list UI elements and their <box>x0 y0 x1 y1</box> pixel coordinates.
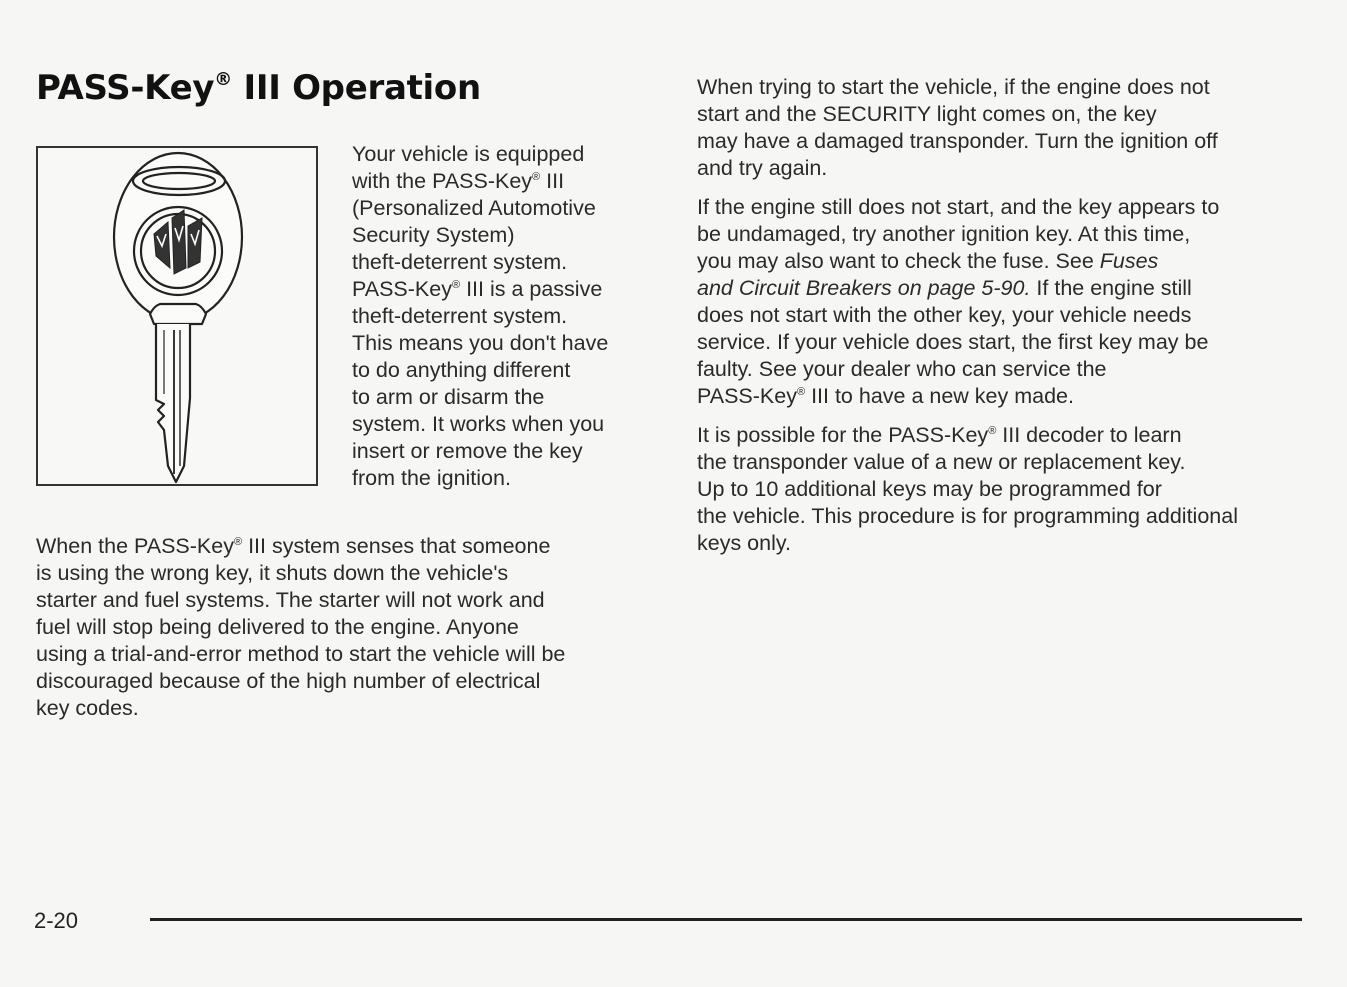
text-line: III system senses that someone <box>242 534 551 558</box>
text-line: using a trial-and-error method to start the vehicle will be <box>36 642 566 666</box>
text-line: be undamaged, try another ignition key. At this time, <box>697 222 1191 246</box>
engine-still-not-start-paragraph <box>697 194 1307 410</box>
footer-rule <box>150 918 1302 921</box>
text-line: start and the SECURITY light comes on, the key <box>697 102 1157 126</box>
program-keys-paragraph <box>697 422 1307 557</box>
text-line: PASS-Key <box>352 277 452 301</box>
page-number: 2-20 <box>34 908 79 933</box>
text-line: III is a passive <box>460 277 603 301</box>
registered-mark: ® <box>988 424 997 437</box>
intro-text <box>352 141 652 492</box>
wrong-key-text <box>36 533 648 722</box>
text-line: This means you don't have <box>352 331 609 355</box>
text-line: It is possible for the PASS-Key <box>697 423 989 447</box>
title-suffix: III Operation <box>231 68 481 108</box>
text-line: faulty. See your dealer who can service the <box>697 357 1107 381</box>
text-line: fuel will stop being delivered to the engine. Anyone <box>36 615 519 639</box>
wrong-key-paragraph <box>36 533 648 722</box>
text-line: If the engine still <box>1030 276 1192 300</box>
text-line: does not start with the other key, your vehicle needs <box>697 303 1192 327</box>
text-line: may have a damaged transponder. Turn the ignition off <box>697 129 1218 153</box>
text-line: PASS-Key <box>697 384 797 408</box>
section-title <box>36 68 481 108</box>
text-line: Up to 10 additional keys may be programmed for <box>697 477 1162 501</box>
damaged-transponder-paragraph <box>697 74 1307 182</box>
text-line: starter and fuel systems. The starter will not work and <box>36 588 545 612</box>
intro-paragraph <box>352 141 652 492</box>
cross-reference: and Circuit Breakers on page 5-90. <box>697 276 1031 300</box>
text-line: service. If your vehicle does start, the first key may be <box>697 330 1209 354</box>
text-line: you may also want to check the fuse. See <box>697 249 1100 273</box>
text-line: with the PASS-Key <box>352 169 533 193</box>
registered-mark: ® <box>233 535 243 548</box>
key-illustration-frame <box>36 146 318 486</box>
text-line: and try again. <box>697 156 828 180</box>
text-line: Security System) <box>352 223 515 247</box>
text-line: insert or remove the key <box>352 439 583 463</box>
text-line: to do anything different <box>352 358 571 382</box>
text-line: key codes. <box>36 696 139 720</box>
text-line: Your vehicle is equipped <box>352 142 585 166</box>
text-line: the transponder value of a new or replacement key. <box>697 450 1186 474</box>
cross-reference: Fuses <box>1099 249 1159 273</box>
text-line: III decoder to learn <box>996 423 1182 447</box>
text-line: system. It works when you <box>352 412 605 436</box>
registered-mark: ® <box>451 278 461 291</box>
registered-mark: ® <box>796 385 806 398</box>
right-column <box>697 74 1307 569</box>
text-line: III <box>540 169 565 193</box>
text-line: discouraged because of the high number of electrical <box>36 669 541 693</box>
buick-key-icon <box>38 148 316 484</box>
text-line: When trying to start the vehicle, if the engine does not <box>697 75 1210 99</box>
text-line: is using the wrong key, it shuts down the vehicle's <box>36 561 509 585</box>
registered-mark: ® <box>532 170 541 183</box>
text-line: III to have a new key made. <box>805 384 1074 408</box>
text-line: theft-deterrent system. <box>352 304 568 328</box>
title-main: PASS-Key <box>36 68 215 108</box>
text-line: (Personalized Automotive <box>352 196 596 220</box>
text-line: theft-deterrent system. <box>352 250 568 274</box>
text-line: to arm or disarm the <box>352 385 545 409</box>
text-line: the vehicle. This procedure is for programming additional <box>697 504 1238 528</box>
text-line: keys only. <box>697 531 791 555</box>
text-line: When the PASS-Key <box>36 534 234 558</box>
registered-mark: ® <box>214 68 232 90</box>
text-line: from the ignition. <box>352 466 511 490</box>
text-line: If the engine still does not start, and the key appears to <box>697 195 1220 219</box>
